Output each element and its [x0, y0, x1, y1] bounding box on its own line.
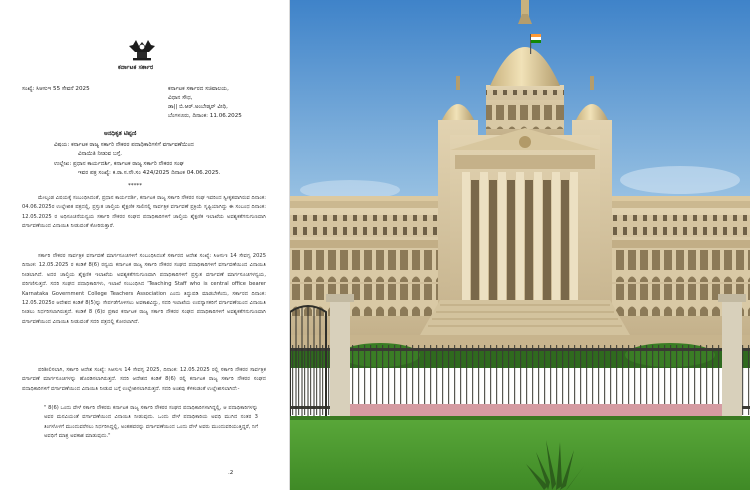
state-emblem-icon — [124, 38, 160, 62]
subject-line: ವಿಷಯ: ಕರ್ನಾಟಕ ರಾಜ್ಯ ಸರ್ಕಾರಿ ನೌಕರರ ಪದಾಧಿಕಾರಿಗಳಿಗೆ ವರ್ಗಾವಣೆಯಿಂದ — [54, 142, 194, 148]
separator-stars: ***** — [128, 183, 142, 189]
vidhana-soudha-photo — [290, 0, 750, 490]
address-line: ವಿಧಾನ ಸೌಧ, — [168, 95, 193, 101]
header-title: ಕರ್ನಾಟಕ ಸರ್ಕಾರ — [118, 64, 154, 71]
government-document — [0, 0, 289, 490]
subject-heading: ಅನಧಿಕೃತ ಟಿಪ್ಪಣಿ — [104, 130, 137, 137]
subject-line: ವಿನಾಯಿತಿ ನೀಡುವ ಬಗ್ಗೆ. — [78, 151, 123, 157]
address-line: ಡಾ|| ಬಿ.ಆರ್.ಅಂಬೇಡ್ಕರ್ ವೀಧಿ, — [168, 104, 228, 110]
quoted-clause: " 8(6) ಒಂದು ವೇಳೆ ಸರ್ಕಾರಿ ನೌಕರರು ಕರ್ನಾಟಕ ರಾಜ್ಯ ಸರ್ಕಾರಿ ನೌಕರರ ಸಂಘದ ಪದಾಧಿಕಾರಿಗಳಾಗಿದ್ದಲ್ಲಿ, ಆ ಪದಾಧಿಕಾರಿಗಳನ್ನು ಅವರ ಮನವಿಯಂತೆ ವರ್ಗಾವಣೆಯಿಂದ ವಿನಾಯಿತಿ ನೀಡುವುದು. ಒಂದು ವೇಳೆ ಪದಾಧಿಕಾರಿಯ ಅವಧಿ ಮುಗಿದ ನಂತರ 3 ತಿಂಗಳೊಳಗೆ ಮುಂದುವರೆಸಲು ನಿರ್ಧರಿಸಿದ್ದಲ್ಲಿ, ಅಂತಹವರನ್ನು ವರ್ಗಾವಣೆಯಿಂದ ಒಂದು ವೇಳೆ ಅವರು ಮುಂದುವರಿಯುತ್ತಿದ್ದರೆ, ನಿಗೆ ಅವಧಿಗೆ ಮಾತ್ರ ಅವಕಾಶ ಮಾಡುವುದು." — [44, 405, 258, 440]
address-line: ಕರ್ನಾಟಕ ಸರ್ಕಾರದ ಸಚಿವಾಲಯ, — [168, 86, 229, 92]
body-paragraph: ಸರ್ಕಾರಿ ನೌಕರರ ಸಾರ್ವತ್ರಿಕ ವರ್ಗಾವಣೆ ಮಾರ್ಗಸೂಚಿಗಳಿಗೆ ಸಂಬಂಧಿಸಿದಂತೆ ಸರ್ಕಾರದ ಆದೇಶ ಸಂಖ್ಯೆ: ಸಿಆಸುಇ 14 ಸೇವಗ್ಸ 2025 ದಿನಾಂಕ: 12.05.2025 ರ ಕಂಡಿಕೆ 8(6) ರನ್ವಯ ಕರ್ನಾಟಕ ರಾಜ್ಯ ಸರ್ಕಾರಿ ನೌಕರರ ಸಂಘದ ಪದಾಧಿಕಾರಿಗಳಿಗೆ ವರ್ಗಾವಣೆಯಿಂದ ವಿನಾಯಿತಿ ನೀಡಲಾಗಿದೆ. ಅದರ ಚಾಲ್ತಿಯ ಶೈಕ್ಷಣಿಕ ಇಲಾಖೆಯ ಅವಶ್ಯಕತೆಗನುಗುಣವಾಗಿ ಪದಾಧಿಕಾರಿಗಳಿಗೆ ಪ್ರಸ್ತುತ ವರ್ಗಾವಣೆ ಮಾರ್ಗಸೂಚಿಗಳನ್ವಯ, ಪರಿಗಣಿಸುತ್ತದೆ. ಸದರಿ ಸಂಘದ ಪದಾಧಿಕಾರಿಗಳು, ಇಲಾಖೆ ಸಂಬಂಧಿಸಿದ 'Teaching Staff who is central office bearer Karnataka Government College Teachers Association ಎಂದು ತಿದ್ದುಪಡಿ ಮಾಡಬೇಕೆಂದು, ಸರ್ಕಾರದ ದಿನಾಂಕ: 12.05.2025ರ ಆದೇಶದ ಕಂಡಿಕೆ 8(5)ನ್ನು ಸೇರ್ಪಡೆಗೊಳಿಸಲು ಅವಕಾಶವಿದ್ದು, ಸದರಿ ಇಲಾಖೆಯ ಉಪನ್ಯಾಸಕರಿಗೆ ವರ್ಗಾವಣೆಯಿಂದ ವಿನಾಯಿತಿ ನೀಡಲು ನಿರ್ಧರಿಸಲಾಗಿರುತ್ತದೆ. ಕಂಡಿಕೆ 8 (6)ರ ಪ್ರಕಾರ ಕರ್ನಾಟಕ ರಾಜ್ಯ ಸರ್ಕಾರಿ ನೌಕರರ ಸಂಘದ ಪದಾಧಿಕಾರಿಗಳಿಗೆ ಅವಶ್ಯಕತೆಗನುಗುಣವಾಗಿ ವರ್ಗಾವಣೆಯಿಂದ ವಿನಾಯಿತಿ ನೀಡುವಂತೆ ಸದರಿ ಪತ್ರದಲ್ಲಿ ಕೋರಲಾಗಿದೆ. — [22, 253, 266, 325]
address-date: ಬೆಂಗಳೂರು, ದಿನಾಂಕ: 11.06.2025 — [168, 113, 242, 119]
body-paragraph: ಮೇಲ್ಕಂಡ ವಿಷಯಕ್ಕೆ ಸಂಬಂಧಿಸಿದಂತೆ, ಪ್ರಧಾನ ಕಾರ್ಯದರ್ಶಿ, ಕರ್ನಾಟಕ ರಾಜ್ಯ ಸರ್ಕಾರಿ ನೌಕರರ ಸಂಘ ಇವರಿಂದ ಸ್ವೀಕೃತವಾಗಿರುವ ದಿನಾಂಕ: 04.06.2025ರ ಉಲ್ಲೇಖಿತ ಪತ್ರದಲ್ಲಿ, ಪ್ರಸ್ತುತ ಚಾಲ್ತಿಯ ಶೈಕ್ಷಣಿಕ ಸಾಲಿನಲ್ಲಿ ಸಾರ್ವತ್ರಿಕ ವರ್ಗಾವಣೆ ಪ್ರಕ್ರಿಯೆ ಸೃಷ್ಟಿಯಾಗಿದ್ದು ಈ ಸಂಬಂಧ ದಿನಾಂಕ: 12.05.2025 ರ ಅಧಿಸೂಚನೆಯನ್ವಯ ಸರ್ಕಾರಿ ನೌಕರರ ಸಂಘದ ಪದಾಧಿಕಾರಿಗಳಿಗೆ ಚಾಲ್ತಿಯ ಶೈಕ್ಷಣಿಕ ಇಲಾಖೆಯ ಅವಶ್ಯಕತೆಗನುಗುಣವಾಗಿ ವರ್ಗಾವಣೆಯಿಂದ ವಿನಾಯಿತಿ ನೀಡುವಂತೆ ಕೋರಿರುತ್ತಾರೆ. — [22, 195, 266, 230]
reference-number: ಸಂಖ್ಯೆ: ಸಿಆಸುಇ 55 ಸೇವನೆ 2025 — [22, 86, 90, 92]
building-photo-illustration — [290, 0, 750, 490]
reference-line: ಇವರ ಪತ್ರ ಸಂಖ್ಯೆ: ಕ.ರಾ.ಸ.ನೌ.ಸಂ 424/2025 ದಿನಾಂಕ 04.06.2025. — [78, 170, 221, 176]
reference-line: ಉಲ್ಲೇಖ: ಪ್ರಧಾನ ಕಾರ್ಯದರ್ಶಿ, ಕರ್ನಾಟಕ ರಾಜ್ಯ ಸರ್ಕಾರಿ ನೌಕರರ ಸಂಘ — [54, 161, 184, 167]
page-marker: .2 — [228, 470, 234, 476]
body-paragraph: ಪರಿಶೀಲಿಸಲಾಗಿ, ಸರ್ಕಾರಿ ಆದೇಶ ಸಂಖ್ಯೆ: ಸಿಆಸುಇ 14 ಸೇವಗ್ಸ 2025, ದಿನಾಂಕ: 12.05.2025 ರಲ್ಲಿ ಸರ್ಕಾರಿ ನೌಕರರ ಸಾರ್ವತ್ರಿಕ ವರ್ಗಾವಣೆ ಮಾರ್ಗಸೂಚಿಗಳನ್ನು ಹೊರಡಿಸಲಾಗಿರುತ್ತದೆ. ಸದರಿ ಆದೇಶದ ಕಂಡಿಕೆ 8(6) ರಲ್ಲಿ ಕರ್ನಾಟಕ ರಾಜ್ಯ ಸರ್ಕಾರಿ ನೌಕರರ ಸಂಘದ ಪದಾಧಿಕಾರಿಗಳಿಗೆ ವರ್ಗಾವಣೆಯಿಂದ ವಿನಾಯಿತಿ ನೀಡುವ ಬಗ್ಗೆ ಉಲ್ಲೇಖಿಸಲಾಗಿರುತ್ತದೆ. ಸದರಿ ಅಂಶವು ಕೆಳಕಂಡಂತೆ ಉಲ್ಲೇಖಿಸಲಾಗಿದೆ:- — [22, 367, 266, 392]
